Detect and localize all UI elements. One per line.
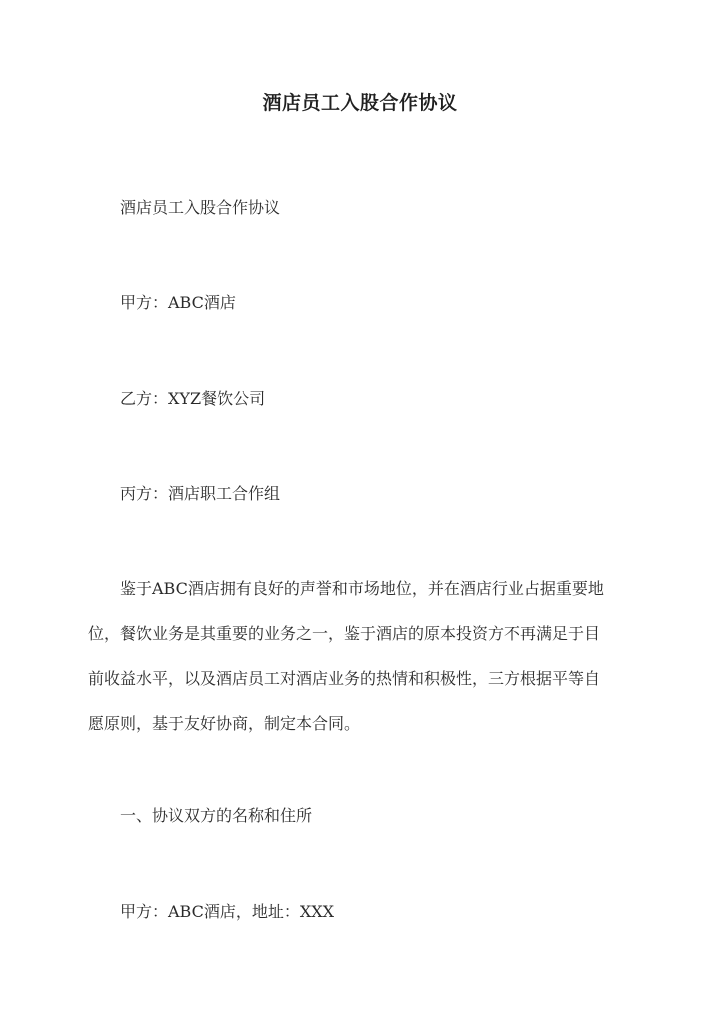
section-1-heading: 一、协议双方的名称和住所 [120,806,313,825]
preamble-paragraph [88,566,636,746]
party-b-line: 乙方：XYZ餐饮公司 [120,389,266,408]
section-1-party-a: 甲方：ABC酒店，地址：XXX [120,902,335,921]
preamble-line: 前收益水平，以及酒店员工对酒店业务的热情和积极性，三方根据平等自 [88,669,601,688]
preamble-line: 位，餐饮业务是其重要的业务之一，鉴于酒店的原本投资方不再满足于目 [88,624,601,643]
preamble-line: 愿原则，基于友好协商，制定本合同。 [88,714,361,733]
party-c-line: 丙方：酒店职工合作组 [120,484,281,503]
document-subtitle: 酒店员工入股合作协议 [120,198,281,217]
document-title: 酒店员工入股合作协议 [262,92,458,114]
party-a-line: 甲方：ABC酒店 [120,293,236,312]
preamble-line: 鉴于ABC酒店拥有良好的声誉和市场地位，并在酒店行业占据重要地 [120,579,604,598]
